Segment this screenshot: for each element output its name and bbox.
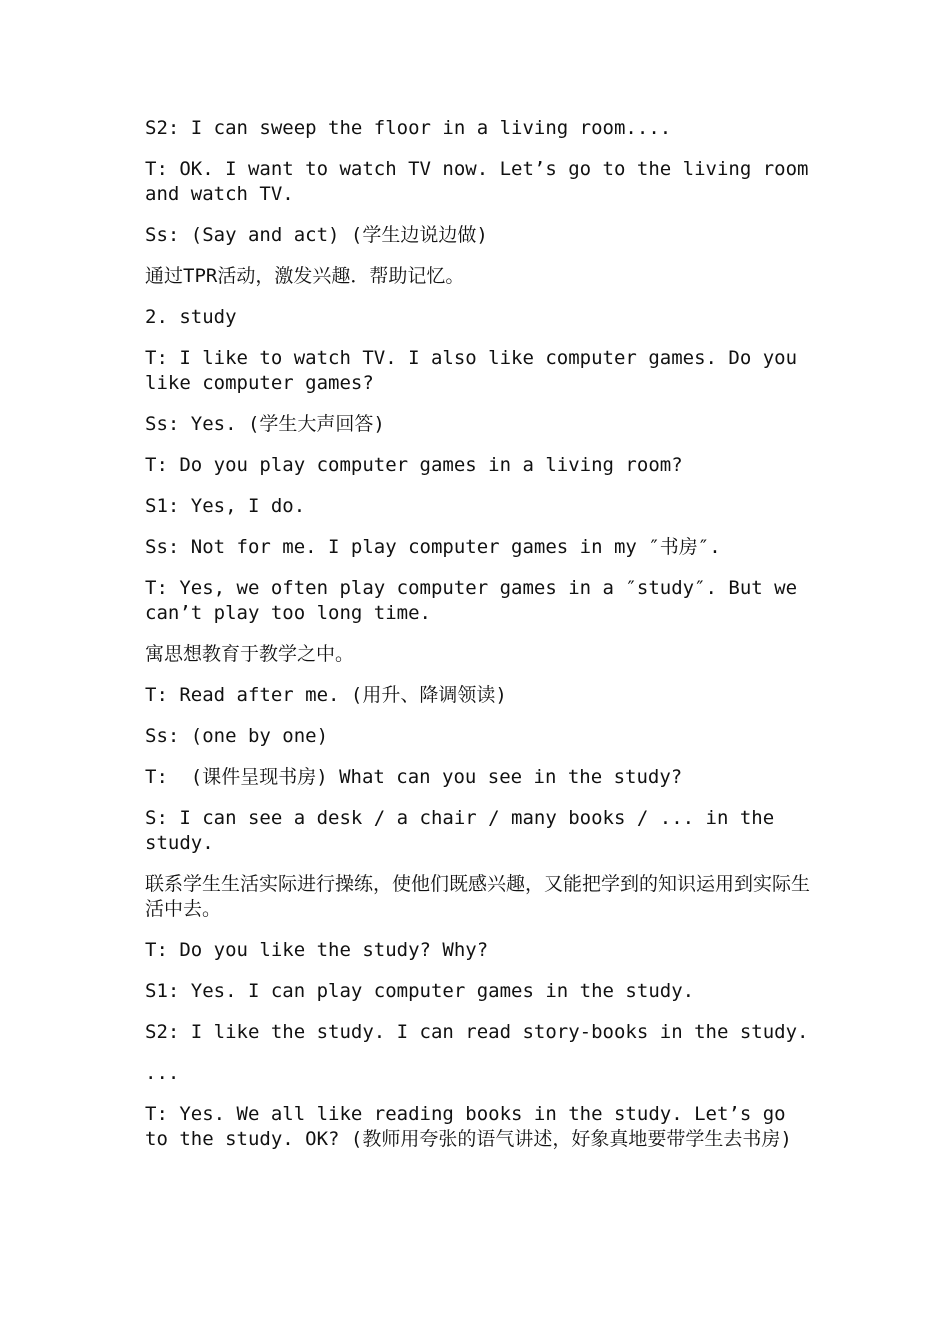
paragraph-9: S1: Yes, I do. bbox=[145, 495, 306, 517]
document-page bbox=[145, 116, 820, 1168]
paragraph-16: S: I can see a desk / a chair / many books / ... in the study. bbox=[145, 807, 786, 854]
paragraph-6: T: I like to watch TV. I also like computer games. Do you like computer games? bbox=[145, 347, 809, 394]
paragraph-7: Ss: Yes. (学生大声回答) bbox=[145, 413, 385, 435]
paragraph-1: S2: I can sweep the floor in a living room.... bbox=[145, 117, 672, 139]
paragraph-10: Ss: Not for me. I play computer games in my ″书房″. bbox=[145, 536, 721, 558]
paragraph-8: T: Do you play computer games in a living room? bbox=[145, 454, 683, 476]
paragraph-14: Ss: (one by one) bbox=[145, 725, 329, 747]
paragraph-15: T: (课件呈现书房) What can you see in the study? bbox=[145, 766, 683, 788]
paragraph-22: T: Yes. We all like reading books in the study. Let’s go to the study. OK? (教师用夸张的语气讲述，好象真地要带学生去书房) bbox=[145, 1103, 798, 1150]
paragraph-11: T: Yes, we often play computer games in a ″study″. But we can’t play too long time. bbox=[145, 577, 809, 624]
paragraph-20: S2: I like the study. I can read story-books in the study. bbox=[145, 1021, 809, 1043]
paragraph-19: S1: Yes. I can play computer games in the study. bbox=[145, 980, 695, 1002]
paragraph-13: T: Read after me. (用升、降调领读) bbox=[145, 684, 507, 706]
paragraph-12: 寓思想教育于教学之中。 bbox=[145, 643, 355, 665]
paragraph-4: 通过TPR活动，激发兴趣．帮助记忆。 bbox=[145, 265, 465, 287]
paragraph-5: 2. study bbox=[145, 306, 237, 328]
paragraph-21: ... bbox=[145, 1062, 180, 1084]
paragraph-3: Ss: (Say and act) (学生边说边做) bbox=[145, 224, 488, 246]
paragraph-2: T: OK. I want to watch TV now. Let’s go to the living room and watch TV. bbox=[145, 158, 820, 205]
paragraph-18: T: Do you like the study? Why? bbox=[145, 939, 489, 961]
paragraph-17: 联系学生生活实际进行操练，使他们既感兴趣，又能把学到的知识运用到实际生活中去。 bbox=[145, 873, 811, 920]
